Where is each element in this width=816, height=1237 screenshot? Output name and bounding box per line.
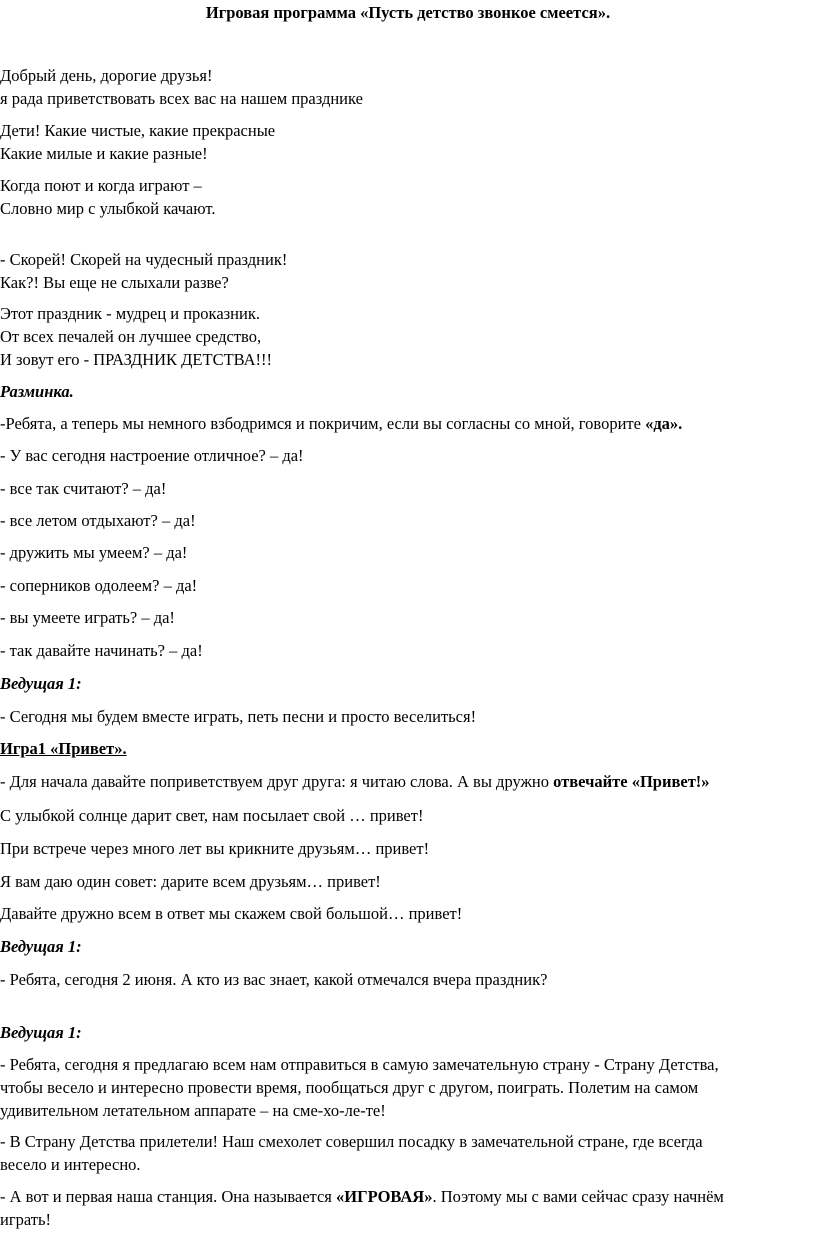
station-text-before: - А вот и первая наша станция. Она называется bbox=[0, 1187, 336, 1206]
poem-line: - Скорей! Скорей на чудесный праздник! bbox=[0, 250, 288, 269]
razminka-intro-bold: «да». bbox=[645, 414, 683, 433]
poem-line: Дети! Какие чистые, какие прекрасные bbox=[0, 121, 276, 140]
razminka-question: - все летом отдыхают? – да! bbox=[0, 511, 196, 530]
station-line: играть! bbox=[0, 1210, 51, 1229]
razminka-question: - дружить мы умеем? – да! bbox=[0, 543, 188, 562]
host-line: удивительном летательном аппарате – на сме-хо-ле-те! bbox=[0, 1101, 386, 1120]
razminka-intro bbox=[0, 412, 682, 435]
host-line: - Ребята, сегодня я предлагаю всем нам отправиться в самую замечательную страну - Страну Детства, bbox=[0, 1055, 719, 1074]
station-text-after: . Поэтому мы с вами сейчас сразу начнём bbox=[432, 1187, 724, 1206]
document-title: Игровая программа «Пусть детство звонкое смеется». bbox=[205, 3, 611, 22]
razminka-question: - соперников одолеем? – да! bbox=[0, 576, 198, 595]
host-line: - Сегодня мы будем вместе играть, петь песни и просто веселиться! bbox=[0, 707, 477, 726]
poem-line: Как?! Вы еще не слыхали разве? bbox=[0, 273, 229, 292]
razminka-intro-text: -Ребята, а теперь мы немного взбодримся и покричим, если вы согласны со мной, говорите bbox=[0, 414, 646, 433]
poem-line: Этот праздник - мудрец и проказник. bbox=[0, 304, 260, 323]
razminka-heading: Разминка. bbox=[0, 382, 74, 401]
landing-line: весело и интересно. bbox=[0, 1155, 141, 1174]
game1-verse: Давайте дружно всем в ответ мы скажем свой большой… привет! bbox=[0, 904, 463, 923]
game1-verse: Я вам даю один совет: дарите всем друзьям… привет! bbox=[0, 872, 381, 891]
game1-heading: Игра1 «Привет». bbox=[0, 739, 127, 758]
game1-verse: При встрече через много лет вы крикните друзьям… привет! bbox=[0, 839, 430, 858]
poem-line: Когда поют и когда играют – bbox=[0, 176, 202, 195]
game1-intro-bold: отвечайте «Привет!» bbox=[553, 772, 710, 791]
game1-intro bbox=[0, 770, 710, 793]
host-line: чтобы весело и интересно провести время, пообщаться друг с другом, поиграть. Полетим на самом bbox=[0, 1078, 699, 1097]
poem-line: Словно мир с улыбкой качают. bbox=[0, 199, 216, 218]
razminka-question: - так давайте начинать? – да! bbox=[0, 641, 203, 660]
host-line: - Ребята, сегодня 2 июня. А кто из вас знает, какой отмечался вчера праздник? bbox=[0, 970, 548, 989]
game1-intro-text: - Для начала давайте поприветствуем друг друга: я читаю слова. А вы дружно bbox=[0, 772, 554, 791]
greeting-line: Добрый день, дорогие друзья! bbox=[0, 66, 213, 85]
razminka-question: - все так считают? – да! bbox=[0, 479, 167, 498]
poem-line: И зовут его - ПРАЗДНИК ДЕТСТВА!!! bbox=[0, 350, 273, 369]
greeting-line: я рада приветствовать всех вас на нашем празднике bbox=[0, 89, 363, 108]
station-line bbox=[0, 1185, 724, 1208]
host-label: Ведущая 1: bbox=[0, 1023, 82, 1042]
poem-line: От всех печалей он лучшее средство, bbox=[0, 327, 262, 346]
game1-verse: С улыбкой солнце дарит свет, нам посылает свой … привет! bbox=[0, 806, 424, 825]
landing-line: - В Страну Детства прилетели! Наш смехолет совершил посадку в замечательной стране, где всегда bbox=[0, 1132, 703, 1151]
razminka-question: - вы умеете играть? – да! bbox=[0, 608, 175, 627]
razminka-question: - У вас сегодня настроение отличное? – да! bbox=[0, 446, 304, 465]
poem-line: Какие милые и какие разные! bbox=[0, 144, 208, 163]
host-label: Ведущая 1: bbox=[0, 674, 82, 693]
host-label: Ведущая 1: bbox=[0, 937, 82, 956]
station-name: «ИГРОВАЯ» bbox=[336, 1187, 433, 1206]
